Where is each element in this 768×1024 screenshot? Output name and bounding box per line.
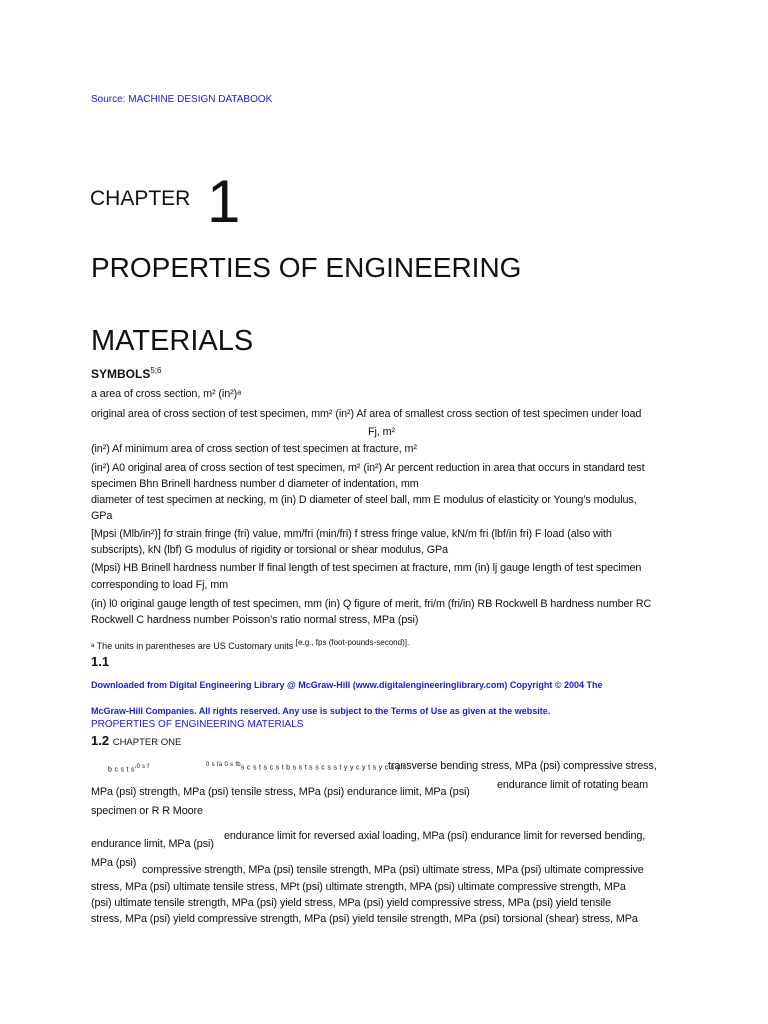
symbol-line: original area of cross section of test specimen, mm² (in²) Af area of smallest cross section of test specimen under load [91,408,642,420]
symbol-line: a area of cross section, m² (in²)ᵃ [91,388,242,400]
symbol-line: (in²) A0 original area of cross section of test specimen, m² (in²) Ar percent reduction in area that occurs in standard test [91,462,645,474]
stress-line: stress, MPa (psi) yield compressive strength, MPa (psi) yield tensile strength, MPa (psi) torsional (shear) stress, MPa [91,913,638,925]
symbols-heading [91,366,161,381]
garbled-symbols-mid [206,762,405,771]
stress-line: (psi) ultimate tensile strength, MPa (psi) yield stress, MPa (psi) yield compressive stress, MPa (psi) yield tensile [91,897,612,909]
symbol-line: GPa [91,510,113,522]
garbled-symbols-left [108,764,149,773]
stress-line: MPa (psi) strength, MPa (psi) tensile stress, MPa (psi) endurance limit, MPa (psi) [91,786,470,798]
garbled-text: b c s t s′ [108,766,137,774]
symbol-line: (in²) Af minimum area of cross section of test specimen at fracture, m² [91,443,417,455]
symbol-line: (in) l0 original gauge length of test specimen, mm (in) Q figure of merit, fri/m (fri/in) RB Rockwell B hardness number RC [91,598,652,610]
symbol-line: subscripts), kN (lbf) G modulus of rigidity or torsional or shear modulus, GPa [91,544,449,556]
stress-line: stress, MPa (psi) ultimate tensile stress, MPt (psi) ultimate strength, MPA (psi) ultimate compressive strength, MPa [91,881,626,893]
symbols-superscript: 5;6 [150,366,162,375]
stress-line: endurance limit of rotating beam [497,779,649,791]
units-footnote [91,638,409,651]
download-link[interactable]: Downloaded from Digital Engineering Library @ McGraw-Hill (www.digitalengineeringlibrary.com) [91,680,508,690]
page-heading-1-2 [91,733,181,748]
stress-line: MPa (psi) [91,857,137,869]
symbols-heading-text: SYMBOLS [91,367,151,381]
page-number-1-2: 1.2 [91,733,110,748]
stress-line: endurance limit for reversed axial loading, MPa (psi) endurance limit for reversed bending, [224,830,646,842]
footnote-superscript: [e.g., fps (foot-pounds-second)]. [295,638,410,647]
symbol-line: specimen Bhn Brinell hardness number d diameter of indentation, mm [91,478,419,490]
download-notice [91,680,603,690]
chapter-title-line-2: MATERIALS [91,325,254,357]
page-number-1-1: 1.1 [91,654,110,669]
garbled-text: s c s t s c s t b s s t s s c s s t y y c y t s y c s y t [240,764,406,772]
garbled-sup: 0 s fa 0 s fb [206,762,241,768]
stress-line: transverse bending stress, MPa (psi) compressive stress, [388,760,657,772]
footnote-text: ᵃ The units in parentheses are US Customary units [91,641,294,651]
chapter-label: CHAPTER [90,187,191,210]
chapter-number: 1 [207,168,241,235]
running-head[interactable]: PROPERTIES OF ENGINEERING MATERIALS [91,719,304,730]
stress-line: endurance limit, MPa (psi) [91,838,214,850]
garbled-sup: 0 s f [136,764,150,770]
copyright-line[interactable]: McGraw-Hill Companies. All rights reserved. Any use is subject to the Terms of Use as given at the website. [91,706,551,716]
symbol-line: diameter of test specimen at necking, m (in) D diameter of steel ball, mm E modulus of elasticity or Young’s modulus, [91,494,637,506]
chapter-title-line-1: PROPERTIES OF ENGINEERING [91,252,522,283]
symbol-line: Fj, m² [368,426,395,438]
source-line[interactable]: Source: MACHINE DESIGN DATABOOK [91,94,273,105]
symbol-line: [Mpsi (Mlb/in²)] fσ strain fringe (fri) value, mm/fri (min/fri) f stress fringe value, kN/m fri (lbf/in fri) F load (also with [91,528,612,540]
stress-line: specimen or R R Moore [91,805,203,817]
symbol-line: (Mpsi) HB Brinell hardness number lf final length of test specimen at fracture, mm (in) lj gauge length of test specimen [91,562,642,574]
chapter-one-label: CHAPTER ONE [112,737,182,748]
symbol-line: Rockwell C hardness number Poisson’s ratio normal stress, MPa (psi) [91,614,419,626]
stress-line: compressive strength, MPa (psi) tensile strength, MPa (psi) ultimate stress, MPa (psi) ultimate compressive [142,864,644,876]
copyright-inline: Copyright © 2004 The [509,680,603,690]
symbol-line: corresponding to load Fj, mm [91,579,229,591]
